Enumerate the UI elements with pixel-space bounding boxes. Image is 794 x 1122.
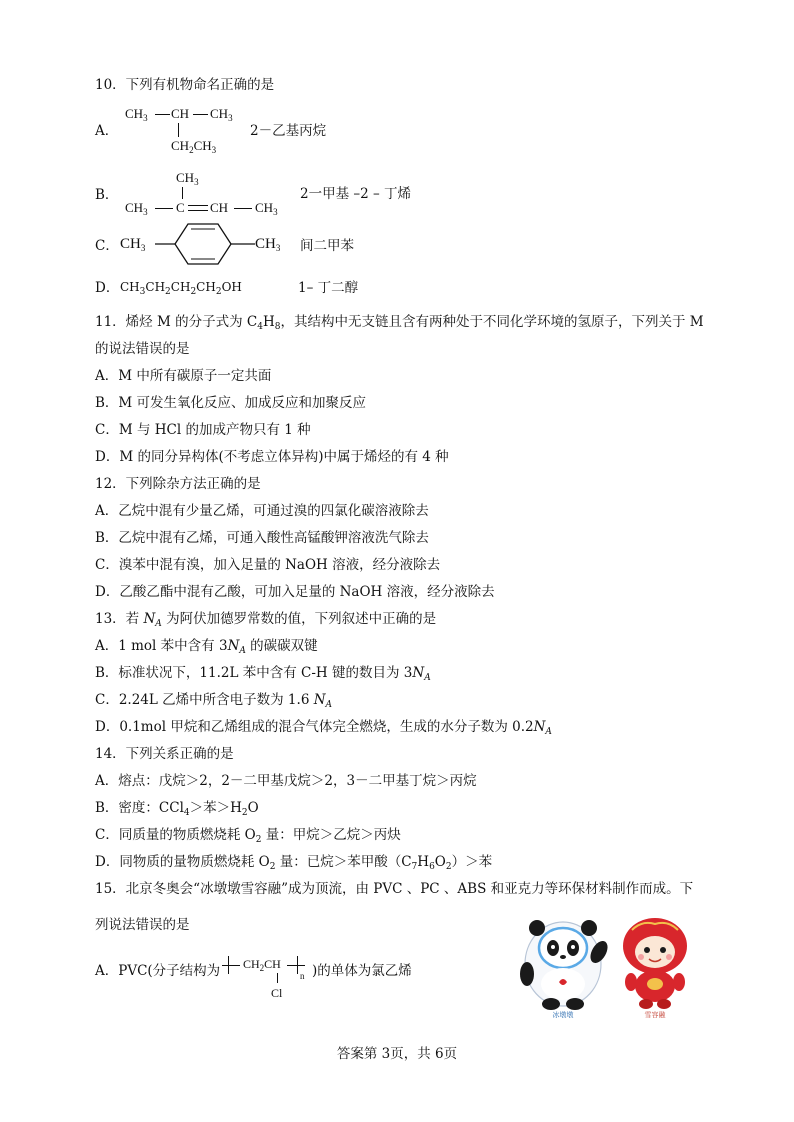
shuey-rhon-rhon-mascot-image <box>612 912 698 1022</box>
q10-b-vertical-bond <box>182 187 183 199</box>
q11-option-d: D．M 的同分异构体(不考虑立体异构)中属于烯烃的有 4 种 <box>95 449 449 465</box>
q10-option-c-label: C． <box>95 238 119 254</box>
q10-c-ch3-right: $CH_3$ <box>255 236 281 253</box>
q10-b-ch: CH <box>210 200 229 215</box>
q10-a-ch3-left: $CH_3$ <box>125 106 148 123</box>
q14-stem: 14．下列关系正确的是 <box>95 746 234 762</box>
q10-c-ch3-left: $CH_3$ <box>120 236 146 253</box>
q15-option-a-prefix: A．PVC(分子结构为 <box>95 963 221 979</box>
q10-a-bond1 <box>155 114 170 115</box>
q15-stem-line2: 列说法错误的是 <box>95 917 190 933</box>
q10-option-b-label: B． <box>95 187 119 203</box>
q15-bond-left <box>222 965 240 966</box>
q10-d-name: 1– 丁二醇 <box>298 280 359 296</box>
q10-b-double-bond-bottom <box>188 210 208 211</box>
q10-option-d-label: D． <box>95 280 120 296</box>
mascot2-label: 雪容融 <box>644 1011 666 1019</box>
q11-stem-line2: 的说法错误的是 <box>95 341 190 357</box>
q14-option-b: B．密度：CCl$_4$＞苯$>H_2O$ <box>95 800 259 818</box>
q10-b-double-bond-top <box>188 205 208 206</box>
q11-option-a: A．M 中所有碳原子一定共面 <box>95 368 272 384</box>
benzene-ring-icon <box>155 221 255 269</box>
q15-cl-bond <box>277 973 278 983</box>
q10-a-branch: $CH_2CH_3$ <box>171 138 217 155</box>
q10-b-c: C <box>176 200 185 215</box>
q15-stem-line1: 15．北京冬奥会“冰墩墩雪容融”成为顶流，由 PVC 、PC 、ABS 和亚克力等环保材料制作而成。下 <box>95 881 694 897</box>
q13-option-c: C．2.24L 乙烯中所含电子数为 1.6 $N_A$ <box>95 692 333 710</box>
q10-a-name: 2－乙基丙烷 <box>250 123 327 139</box>
q10-a-vertical-bond <box>178 123 179 137</box>
q10-b-ch3-left: $CH_3$ <box>125 200 148 217</box>
q13-option-b: B．标准状况下，11.2L 苯中含有 C-H 键的数目为 $3N_A$ <box>95 665 431 683</box>
q14-option-a: A．熔点：戊烷＞2，2－二甲基戊烷＞2，3－二甲基丁烷＞丙烷 <box>95 773 477 789</box>
bing-dwen-dwen-mascot-image <box>515 912 611 1022</box>
mascot1-label: 冰墩墩 <box>552 1011 574 1019</box>
q10-c-name: 间二甲苯 <box>300 238 354 254</box>
q10-a-ch: CH <box>171 106 190 121</box>
q13-stem: 13．若 $N_A$ 为阿伏加德罗常数的值，下列叙述中正确的是 <box>95 611 437 629</box>
q15-option-a-suffix: )的单体为氯乙烯 <box>312 963 412 979</box>
q15-polymer-unit: $CH_2CH$ <box>243 957 281 973</box>
q10-b-name: 2一甲基 –2 – 丁烯 <box>300 186 412 202</box>
q11-option-b: B．M 可发生氧化反应、加成反应和加聚反应 <box>95 395 367 411</box>
q11-option-c: C．M 与 HCl 的加成产物只有 1 种 <box>95 422 311 438</box>
q10-a-bond2 <box>193 114 208 115</box>
q12-option-d: D．乙酸乙酯中混有乙酸，可加入足量的 NaOH 溶液，经分液除去 <box>95 584 495 600</box>
q10-b-bond3 <box>234 208 252 209</box>
q10-stem: 10．下列有机物命名正确的是 <box>95 77 275 93</box>
q13-option-a: A．1 mol 苯中含有 $3N_A$ 的碳碳双键 <box>95 638 318 656</box>
q15-bond-right <box>287 965 305 966</box>
q14-option-d: D．同物质的量物质燃烧耗 $O_2$ 量：已烷＞苯甲酸$(C_7H_6O_2)>$苯 <box>95 854 493 872</box>
q13-option-d: D．0.1mol 甲烷和乙烯组成的混合气体完全燃烧，生成的水分子数为 $0.2N_A$ <box>95 719 552 737</box>
q12-option-c: C．溴苯中混有溴，加入足量的 NaOH 溶液，经分液除去 <box>95 557 441 573</box>
page-footer: 答案第 3页，共 6页 <box>336 1046 458 1062</box>
q10-d-formula: $CH_3CH_2CH_2CH_2OH$ <box>120 280 242 297</box>
q15-cl: Cl <box>271 986 283 1000</box>
q10-a-ch3-right: $CH_3$ <box>210 106 233 123</box>
q12-option-a: A．乙烷中混有少量乙烯，可通过溴的四氯化碳溶液除去 <box>95 503 429 519</box>
q15-polymer-n: n <box>300 971 305 981</box>
q10-option-a-label: A． <box>95 123 119 139</box>
q12-stem: 12．下列除杂方法正确的是 <box>95 476 261 492</box>
q14-option-c: C．同质量的物质燃烧耗 $O_2$ 量：甲烷＞乙烷＞丙炔 <box>95 827 401 845</box>
q15-bracket-right <box>297 956 298 974</box>
q11-stem-line1: 11．烯烃 M 的分子式为 $C_4H_8$，其结构中无支链且含有两种处于不同化学环境的氢原子，下列关于 M <box>95 314 704 332</box>
q10-b-ch3-right: $CH_3$ <box>255 200 278 217</box>
q12-option-b: B．乙烷中混有乙烯，可通入酸性高锰酸钾溶液洗气除去 <box>95 530 429 546</box>
q10-b-bond1 <box>155 208 173 209</box>
q10-b-top-ch3: $CH_3$ <box>176 170 199 187</box>
